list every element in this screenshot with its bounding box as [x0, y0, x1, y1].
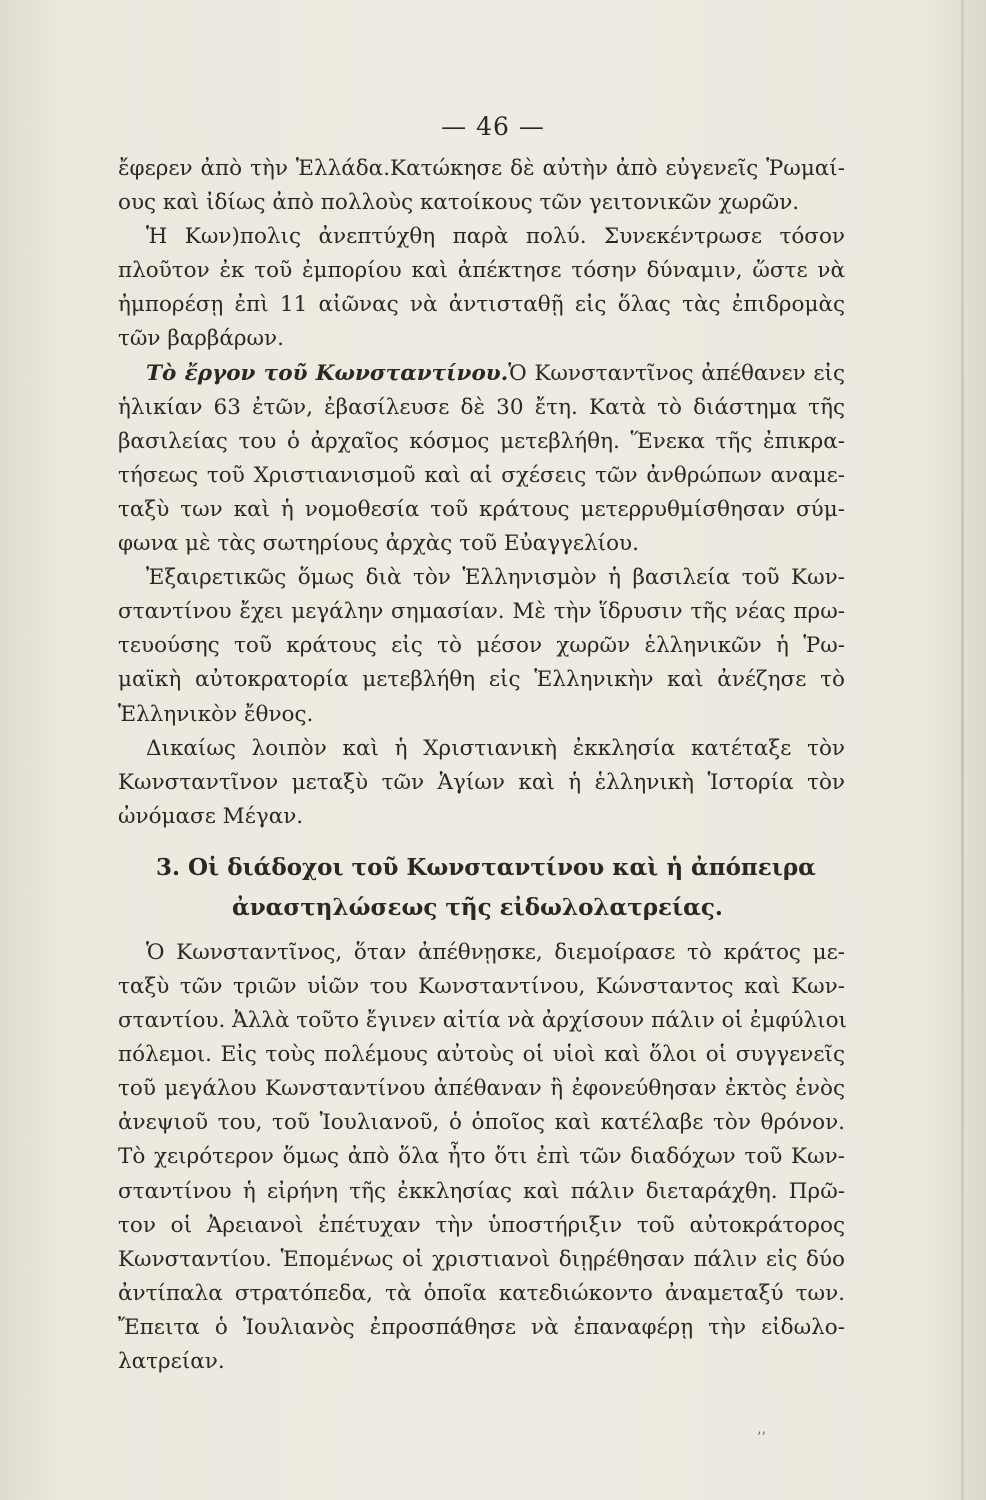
text-line: Ἔπειτα ὁ Ἰουλιανὸς ἐπροσπάθησε νὰ ἐπαναφέρῃ τὴν εἰδωλο-: [118, 1314, 845, 1340]
text-line: Ἑλληνικὸν ἔθνος.: [118, 701, 314, 727]
text-line: μαϊκὴ αὐτοκρατορία μετεβλήθη εἰς Ἑλληνικὴν καὶ ἀνέζησε τὸ: [118, 667, 845, 693]
text-line: Δικαίως λοιπὸν καὶ ἡ Χριστιανικὴ ἐκκλησία κατέταξε τὸν: [146, 735, 845, 761]
text-span: Ὁ Κωνσταντῖνος ἀπέθανεν εἰς: [508, 360, 845, 386]
text-line: πόλεμοι. Εἰς τοὺς πολέμους αὐτοὺς οἱ υἱοὶ καὶ ὅλοι οἱ συγγενεῖς: [118, 1042, 845, 1068]
text-line: τοῦ μεγάλου Κωνσταντίνου ἀπέθαναν ἢ ἐφονεύθησαν ἐκτὸς ἑνὸς: [118, 1076, 845, 1102]
text-line: τευούσης τοῦ κράτους εἰς τὸ μέσον χωρῶν ἑλληνικῶν ἡ Ῥω-: [118, 633, 845, 659]
text-line: βασιλείας του ὁ ἀρχαῖος κόσμος μετεβλήθη. Ἕνεκα τῆς ἐπικρα-: [118, 428, 845, 454]
text-line: Ἡ Κων)πολις ἀνεπτύχθη παρὰ πολύ. Συνεκέντρωσε τόσον: [146, 224, 845, 250]
text-line: ὠνόμασε Μέγαν.: [118, 803, 304, 829]
section-heading: 3. Οἱ διάδοχοι τοῦ Κωνσταντίνου καὶ ἡ ἀπόπειρα: [156, 853, 816, 881]
text-line: ταξὺ τῶν τριῶν υἱῶν του Κωνσταντίνου, Κώνσταντος καὶ Κων-: [118, 973, 845, 999]
text-line: ταξὺ των καὶ ἡ νομοθεσία τοῦ κράτους μετερρυθμίσθησαν σύμ-: [118, 496, 845, 522]
text-line: λατρείαν.: [118, 1349, 225, 1374]
text-line: τήσεως τοῦ Χριστιανισμοῦ καὶ αἱ σχέσεις τῶν ἀνθρώπων αναμε-: [118, 462, 845, 488]
text-line: πλοῦτον ἐκ τοῦ ἐμπορίου καὶ ἀπέκτησε τόσην δύναμιν, ὥστε νὰ: [118, 258, 845, 284]
text-line: ους καὶ ἰδίως ἀπὸ πολλοὺς κατοίκους τῶν γειτονικῶν χωρῶν.: [118, 190, 800, 216]
text-line: ἀντίπαλα στρατόπεδα, τὰ ὁποῖα κατεδιώκοντο ἀναμεταξύ των.: [118, 1280, 845, 1306]
text-line: Ἐξαιρετικῶς ὅμως διὰ τὸν Ἑλληνισμὸν ἡ βασιλεία τοῦ Κων-: [146, 565, 845, 591]
text-line: ἠμπορέσῃ ἐπὶ 11 αἰῶνας νὰ ἀντισταθῇ εἰς ὅλας τὰς ἐπιδρομὰς: [118, 292, 845, 318]
text-line: [118, 357, 845, 391]
text-line: Τὸ χειρότερον ὅμως ἀπὸ ὅλα ἦτο ὅτι ἐπὶ τῶν διαδόχων τοῦ Κων-: [118, 1144, 845, 1170]
text-line: τῶν βαρβάρων.: [118, 326, 284, 352]
ink-mark: ’’: [757, 1430, 766, 1446]
text-line: Ὁ Κωνσταντῖνος, ὅταν ἀπέθνῃσκε, διεμοίρασε τὸ κράτος με-: [146, 939, 845, 965]
text-line: ἀνεψιοῦ του, τοῦ Ἰουλιανοῦ, ὁ ὁποῖος καὶ κατέλαβε τὸν θρόνον.: [118, 1110, 845, 1136]
text-line: Κωνσταντίου. Ἑπομένως οἱ χριστιανοὶ διῃρέθησαν πάλιν εἰς δύο: [118, 1246, 845, 1272]
text-line: σταντίνου ἔχει μεγάλην σημασίαν. Μὲ τὴν ἵδρυσιν τῆς νέας πρω-: [118, 599, 845, 625]
text-line: ἔφερεν ἀπὸ τὴν Ἑλλάδα.Κατώκησε δὲ αὐτὴν ἀπὸ εὐγενεῖς Ῥωμαί-: [118, 156, 845, 181]
text-line: σταντίνου ἡ εἰρήνη τῆς ἐκκλησίας καὶ πάλιν διεταράχθη. Πρῶ-: [118, 1178, 845, 1204]
text-line: τον οἱ Ἀρειανοὶ ἐπέτυχαν τὴν ὑποστήριξιν τοῦ αὐτοκράτορος: [118, 1212, 845, 1238]
page-edge-shadow: [961, 0, 964, 1500]
text-line: σταντίου. Ἀλλὰ τοῦτο ἔγινεν αἰτία νὰ ἀρχίσουν πάλιν οἱ ἐμφύλιοι: [118, 1008, 847, 1034]
body-text: [118, 152, 845, 1379]
section-heading-continued: ἀναστηλώσεως τῆς εἰδωλολατρείας.: [232, 893, 723, 921]
section-lead-title: Τὸ ἔργον τοῦ Κωνσταντίνου.: [146, 360, 509, 386]
text-line: Κωνσταντῖνον μεταξὺ τῶν Ἁγίων καὶ ἡ ἑλληνικὴ Ἱστορία τὸν: [118, 769, 845, 795]
page-number: — 46 —: [441, 112, 545, 141]
text-line: φωνα μὲ τὰς σωτηρίους ἀρχὰς τοῦ Εὐαγγελίου.: [118, 531, 639, 557]
text-line: ἡλικίαν 63 ἐτῶν, ἐβασίλευσε δὲ 30 ἔτη. Κατὰ τὸ διάστημα τῆς: [118, 394, 845, 420]
